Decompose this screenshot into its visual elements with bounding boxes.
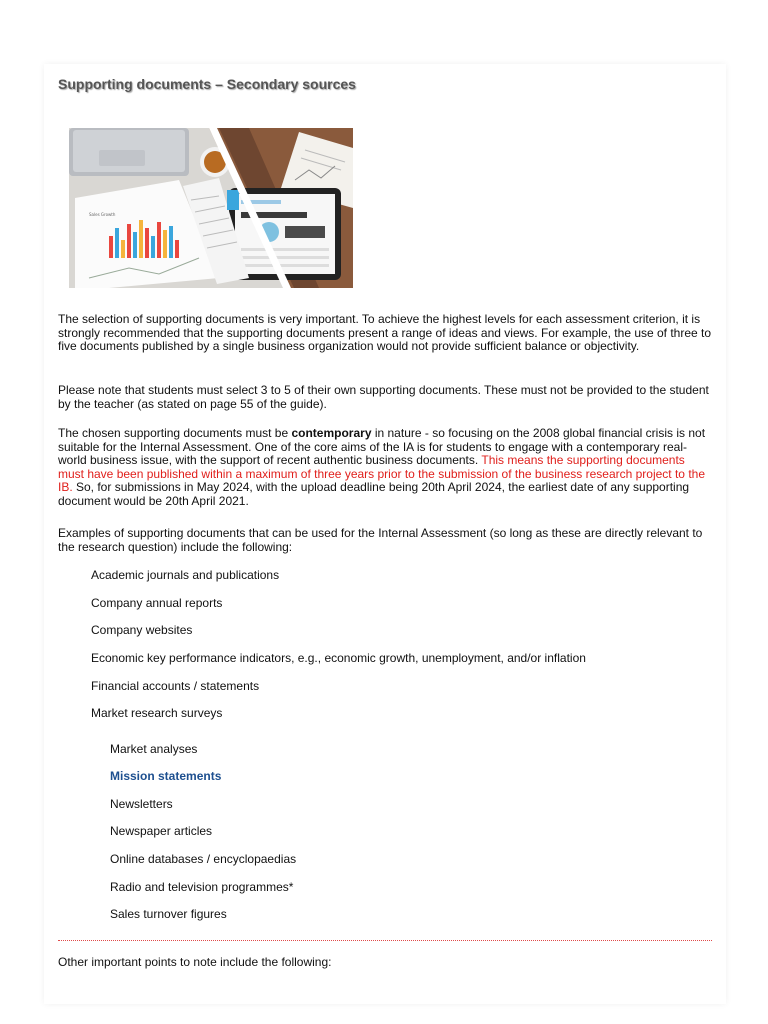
paragraph-selection: The selection of supporting documents is very important. To achieve the highest levels for each assessment criterion, it is strongly recommended that the supporting documents present a range of ideas and views. For example, the use of three to five documents published by a single business organization would not provide sufficient balance or objectivity. <box>58 312 712 353</box>
list-item: Market research surveys <box>91 706 223 720</box>
list-item: Newspaper articles <box>110 824 213 838</box>
paragraph-student-selection: Please note that students must select 3 to 5 of their own supporting documents. These must not be provided to the student by the teacher (as stated on page 55 of the guide). <box>58 383 709 411</box>
paragraph-contemporary <box>58 427 712 508</box>
list-item: Market analyses <box>110 742 198 756</box>
list-item: Newsletters <box>110 797 173 811</box>
document-page <box>44 64 726 1004</box>
page-title: Supporting documents – Secondary sources <box>58 76 356 92</box>
paragraph-contemporary-text-a: The chosen supporting documents must be <box>58 426 292 440</box>
paragraph-contemporary-text-b: in nature - so focusing on the 2008 global financial crisis is not suitable for the Internal Assessment. One of the core aims of the IA is for students to engage with a contemporary real-world business issue, with the support of recent authentic business documents. <box>58 426 706 467</box>
list-item: Radio and television programmes* <box>110 880 294 894</box>
list-item: Academic journals and publications <box>91 568 280 582</box>
list-item: Company annual reports <box>91 596 223 610</box>
paragraph-other-points: Other important points to note include the following: <box>58 955 332 969</box>
mission-statements-link[interactable]: Mission statements <box>110 769 222 783</box>
three-year-rule-highlight: This means the supporting documents must have been published within a maximum of three years prior to the submission of the business research project to the IB. <box>58 453 705 494</box>
list-item: Economic key performance indicators, e.g., economic growth, unemployment, and/or inflation <box>91 651 586 665</box>
contemporary-emphasis: contemporary <box>291 426 372 440</box>
paragraph-contemporary-text-c: So, for submissions in May 2024, with the upload deadline being 20th April 2024, the earliest date of any supporting document would be 20th April 2021. <box>58 480 690 508</box>
business-documents-image <box>69 128 353 288</box>
business-documents-illustration <box>69 128 353 288</box>
list-item: Company websites <box>91 623 193 637</box>
chart-label: Sales Growth <box>89 212 116 217</box>
list-item: Online databases / encyclopaedias <box>110 852 297 866</box>
section-divider <box>58 940 712 941</box>
list-item: Sales turnover figures <box>110 907 227 921</box>
list-item: Financial accounts / statements <box>91 679 260 693</box>
paragraph-examples-intro: Examples of supporting documents that can be used for the Internal Assessment (so long as these are directly relevant to the research question) include the following: <box>58 526 703 554</box>
